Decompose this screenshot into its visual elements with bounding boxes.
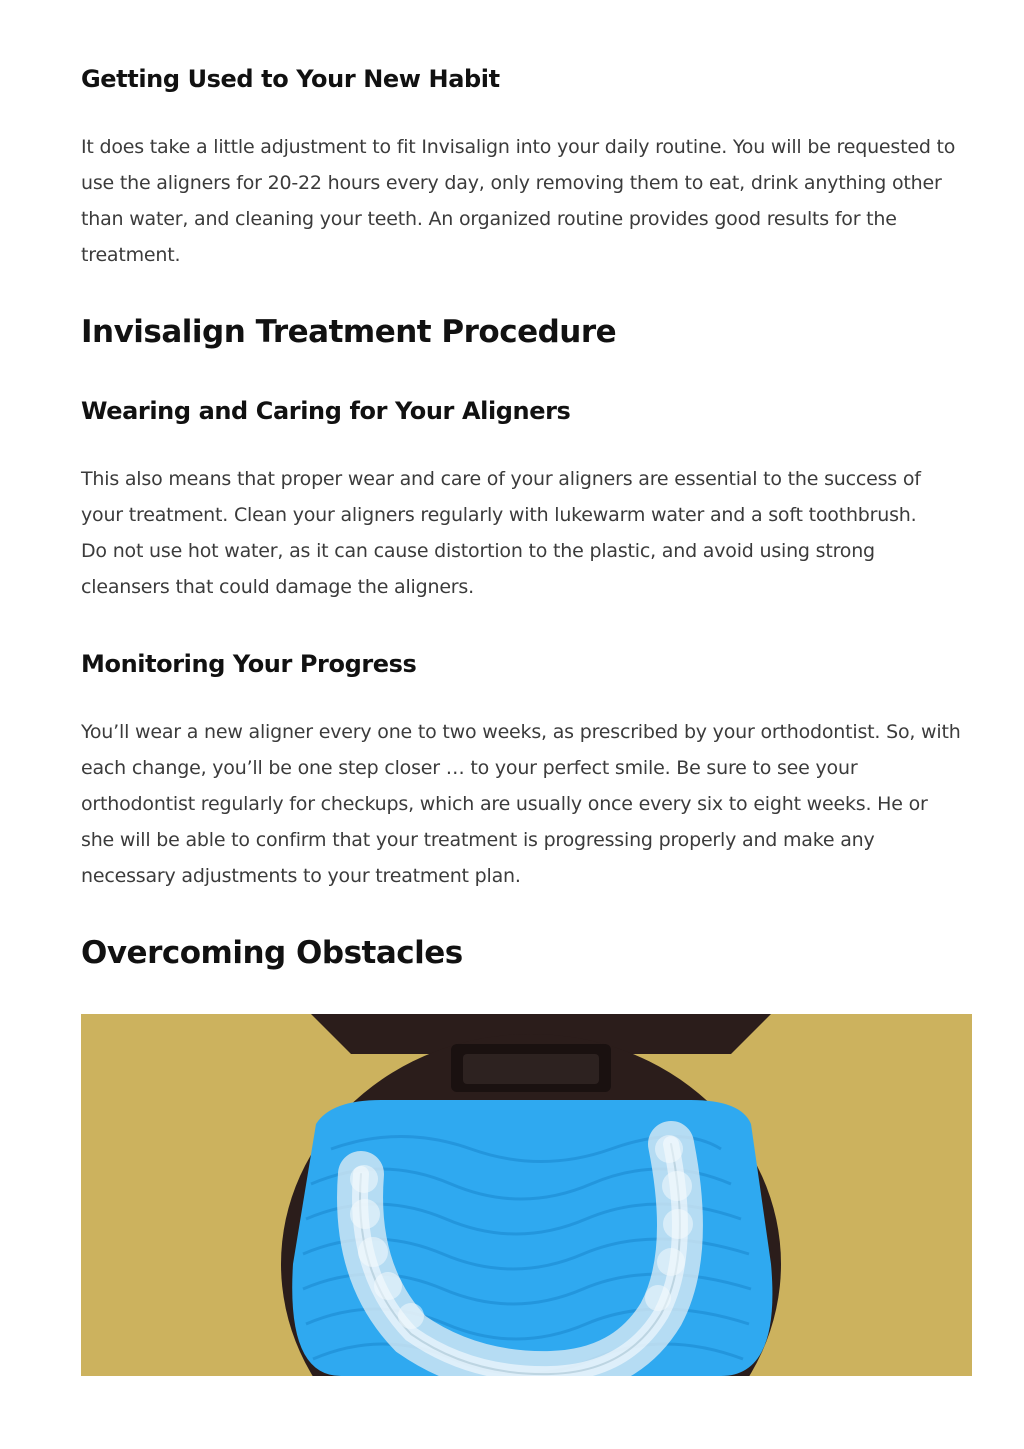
heading-wearing-caring: Wearing and Caring for Your Aligners — [81, 397, 571, 425]
paragraph-monitoring-progress: You’ll wear a new aligner every one to two weeks, as prescribed by your orthodontist. So, with each change, you’ll be one step closer … to your perfect smile. Be sure to see your orthodontist regularly for checkups, which are usually once every six to eight weeks. He or she will be able to confirm that your treatment is progressing properly and make any necessary adjustments to your treatment plan. — [81, 721, 961, 887]
heading-getting-used: Getting Used to Your New Habit — [81, 65, 500, 93]
aligner-case-illustration — [81, 1014, 972, 1376]
paragraph-wearing-caring: This also means that proper wear and care of your aligners are essential to the success of your treatment. Clean your aligners regularly with lukewarm water and a soft toothbrush. Do not use hot water, as it can cause distortion to the plastic, and avoid using strong cleansers that could damage the aligners. — [81, 468, 921, 598]
heading-overcoming-obstacles: Overcoming Obstacles — [81, 935, 463, 971]
aligner-case-image — [81, 1014, 972, 1376]
paragraph-getting-used: It does take a little adjustment to fit Invisalign into your daily routine. You will be requested to use the aligners for 20-22 hours every day, only removing them to eat, drink anything other than water, and cleaning your teeth. An organized routine provides good results for the treatment. — [81, 136, 956, 266]
heading-monitoring-progress: Monitoring Your Progress — [81, 650, 417, 678]
heading-treatment-procedure: Invisalign Treatment Procedure — [81, 314, 617, 350]
